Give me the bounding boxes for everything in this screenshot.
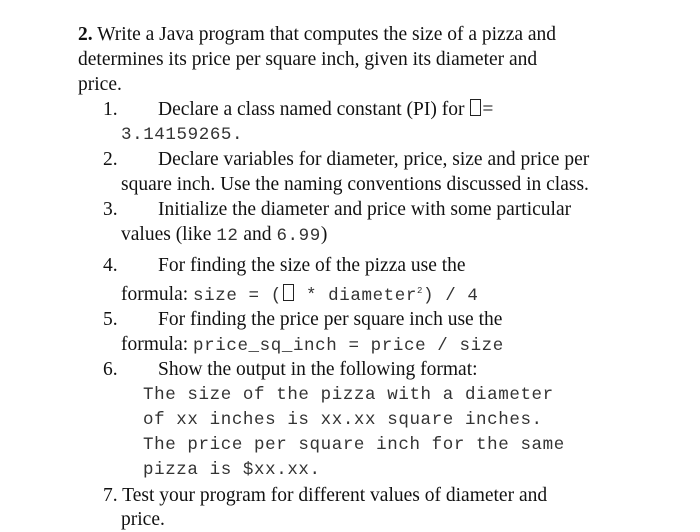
step-3-and: and: [238, 224, 277, 245]
question-intro-3: price.: [78, 74, 122, 95]
step-2-line-2: square inch. Use the naming conventions discussed in class.: [121, 174, 589, 195]
step-4-formula: [193, 286, 478, 306]
step-2-number: 2.: [103, 149, 118, 170]
step-1-equals: =: [482, 99, 494, 120]
step-1-value: 3.14159265.: [121, 125, 244, 145]
step-3-number: 3.: [103, 199, 118, 220]
step-4-formula-line: [121, 279, 479, 308]
step-5-number: 5.: [103, 309, 118, 330]
question-number: 2.: [78, 24, 93, 45]
step-7-number: 7.: [103, 485, 118, 506]
output-line-2: of xx inches is xx.xx square inches.: [143, 410, 543, 430]
step-3-prefix: values (like: [121, 224, 217, 245]
step-5-formula-label: formula:: [121, 334, 194, 355]
step-3-diameter-value: 12: [216, 226, 239, 246]
step-6-line-1: Show the output in the following format:: [158, 359, 478, 380]
step-3-price-value: 6.99: [276, 226, 321, 246]
step-2-line-1: Declare variables for diameter, price, size and price per: [158, 149, 590, 170]
step-3-suffix: ): [320, 224, 328, 245]
question-intro-1: Write a Java program that computes the size of a pizza and: [97, 24, 557, 45]
step-7-text-1: Test your program for different values of diameter and: [122, 485, 548, 506]
step-5-formula-line: [121, 333, 504, 358]
question-intro-2: determines its price per square inch, given its diameter and: [78, 49, 538, 70]
step-1-line-1: Declare a class named constant (PI) for: [158, 99, 465, 120]
output-line-4: pizza is $xx.xx.: [143, 460, 321, 480]
formula-part-a: size = (: [193, 285, 282, 306]
step-4-line-1: For finding the size of the pizza use the: [158, 255, 466, 276]
missing-glyph-icon: [283, 284, 294, 301]
missing-glyph-icon: [470, 99, 481, 116]
step-1-number: 1.: [103, 99, 118, 120]
step-6-number: 6.: [103, 359, 118, 380]
formula-exponent: 2: [416, 286, 423, 296]
output-line-1: The size of the pizza with a diameter: [143, 385, 554, 405]
step-5-formula: price_sq_inch = price / size: [193, 336, 504, 356]
step-7-line-1: [103, 484, 547, 508]
formula-part-b: * diameter: [294, 285, 417, 306]
question-line-1: [78, 23, 556, 47]
output-line-3: The price per square inch for the same: [143, 435, 565, 455]
step-4-formula-label: formula:: [121, 283, 194, 305]
step-7-line-2: price.: [121, 509, 165, 530]
step-3-line-2: [121, 223, 327, 248]
step-4-number: 4.: [103, 255, 118, 276]
step-5-line-1: For finding the price per square inch use the: [158, 309, 503, 330]
step-3-line-1: Initialize the diameter and price with some particular: [158, 199, 572, 220]
step-1-text: [158, 98, 493, 122]
formula-part-c: ) / 4: [423, 285, 479, 306]
